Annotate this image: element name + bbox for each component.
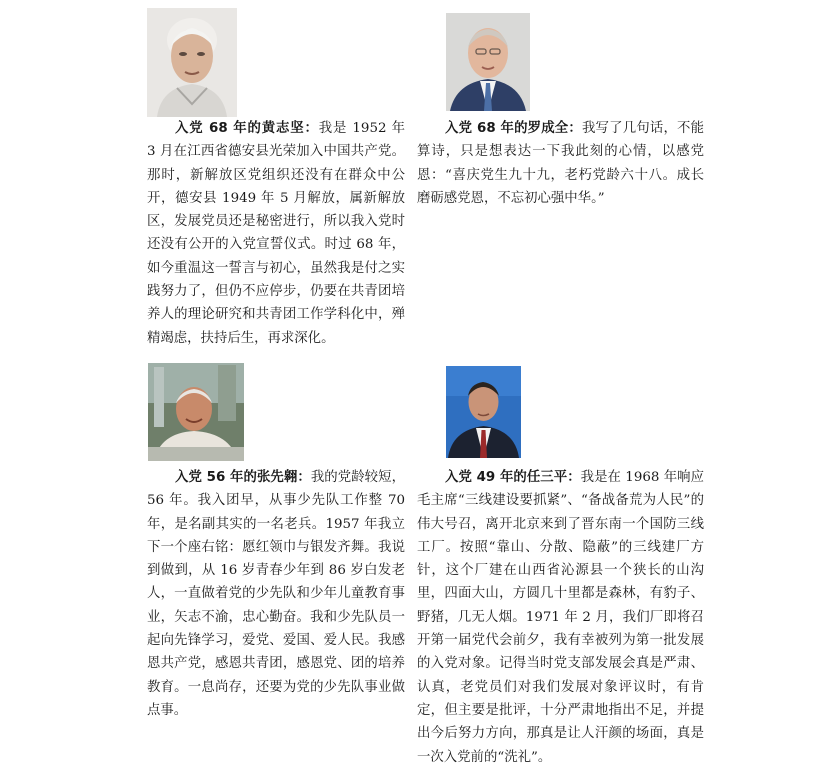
profile-entry-huang-zhijian xyxy=(147,117,405,350)
portrait-photo-zhang-xianao xyxy=(148,363,244,461)
profile-lead: 入党 56 年的张先翱： xyxy=(175,470,311,485)
profile-entry-ren-sanping xyxy=(417,466,704,769)
portrait-photo-luo-chengquan xyxy=(446,13,530,111)
portrait-photo-huang-zhijian xyxy=(147,8,237,117)
profile-lead: 入党 68 年的罗成全： xyxy=(445,121,582,136)
profile-body: 我的党龄较短，56 年。我入团早，从事少先队工作整 70 年，是名副其实的一名老兵。1957 年我立下一个座右铭：愿红领巾与银发齐舞。我说到做到，从 16 岁青春少年到 86 岁白发老人，一直做着党的少先队和少年儿童教育事业，矢志不渝，忠心勤奋。我和少先队员一起向先锋学习，爱党、爱国、爱人民。我感恩共产党，感恩共青团，感恩党、团的培养教育。一息尚存，还要为党的少先队事业做点事。 xyxy=(147,470,406,718)
profile-body: 我是在 1968 年响应毛主席“三线建设要抓紧”、“备战备荒为人民”的伟大号召，离开北京来到了晋东南一个国防三线工厂。按照“靠山、分散、隐蔽”的三线建厂方针，这个厂建在山西省沁源县一个狭长的山沟里，四面大山，方圆几十里都是森林，有豹子、野猪，几无人烟。1971 年 2 月，我们厂即将召开第一届党代会前夕，我有幸被列为第一批发展的入党对象。记得当时党支部发展会真是严肃、认真，老党员们对我们发展对象评议时，有肯定，但主要是批评，十分严肃地指出不足，并提出今后努力方向，那真是让人汗颜的场面，真是一次入党前的“洗礼”。 xyxy=(417,470,704,765)
profile-body: 我写了几句话，不能算诗，只是想表达一下我此刻的心情，以感党恩：“喜庆党生九十九，老朽党龄六十八。成长磨砺感党恩，不忘初心强中华。” xyxy=(417,121,704,206)
profile-body: 我是 1952 年 3 月在江西省德安县光荣加入中国共产党。那时，新解放区党组织还没有在群众中公开，德安县 1949 年 5 月解放，属新解放区，发展党员还是秘密进行，所以我入党时还没有公开的入党宣誓仪式。时过 68 年，如今重温这一誓言与初心，虽然我是付之实践努力了，但仍不应停步，仍要在共青团培养人的理论研究和共青团工作学科化中，殚精竭虑，扶持后生，再求深化。 xyxy=(147,121,405,346)
profile-entry-luo-chengquan xyxy=(417,117,704,210)
profile-lead: 入党 49 年的任三平： xyxy=(445,470,581,485)
profile-entry-zhang-xianao xyxy=(147,466,405,722)
portrait-photo-ren-sanping xyxy=(446,366,521,458)
profile-lead: 入党 68 年的黄志坚： xyxy=(175,121,319,136)
